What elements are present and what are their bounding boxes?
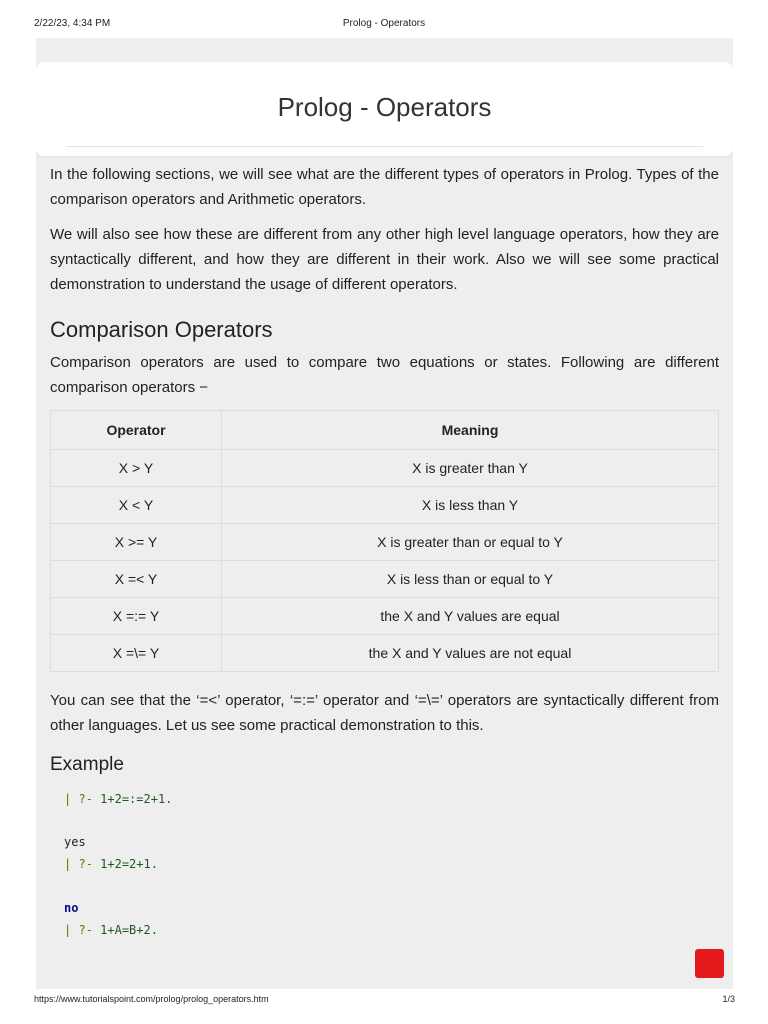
code-line xyxy=(64,901,78,915)
code-line xyxy=(64,857,158,871)
meaning-cell: X is less than or equal to Y xyxy=(222,561,719,598)
operator-cell: X =\= Y xyxy=(51,635,222,672)
print-header xyxy=(0,18,768,32)
meaning-cell: X is greater than Y xyxy=(222,450,719,487)
print-footer xyxy=(0,994,768,1008)
header-operator: Operator xyxy=(51,411,222,450)
header-meaning: Meaning xyxy=(222,411,719,450)
operator-cell: X =< Y xyxy=(51,561,222,598)
operator-cell: X =:= Y xyxy=(51,598,222,635)
code-line xyxy=(64,835,86,849)
table-row xyxy=(51,561,719,598)
operators-note: You can see that the ‘=<’ operator, ‘=:=’ operator and ‘=\=’ operators are syntactically different from other languages. Let us see some practical demonstration to this. xyxy=(50,692,719,734)
example-heading: Example xyxy=(50,754,124,775)
page-number: 1/3 xyxy=(722,994,735,1004)
intro-paragraph-1: In the following sections, we will see what are the different types of operators in Prolog. Types of the comparison operators and Arithmetic operators. xyxy=(50,166,719,208)
meaning-cell: the X and Y values are not equal xyxy=(222,635,719,672)
meaning-cell: the X and Y values are equal xyxy=(222,598,719,635)
meaning-cell: X is greater than or equal to Y xyxy=(222,524,719,561)
code-prompt: ?- xyxy=(78,923,93,937)
code-answer: yes xyxy=(64,835,86,849)
code-line xyxy=(64,792,172,806)
code-prompt: ?- xyxy=(78,857,93,871)
scroll-to-top-button[interactable] xyxy=(695,949,724,978)
print-datetime: 2/22/23, 4:34 PM xyxy=(34,18,111,29)
code-pipe: | xyxy=(64,923,72,937)
table-row xyxy=(51,524,719,561)
page-url: https://www.tutorialspoint.com/prolog/prolog_operators.htm xyxy=(34,994,269,1004)
table-header-row xyxy=(51,411,719,450)
operator-cell: X < Y xyxy=(51,487,222,524)
meaning-cell: X is less than Y xyxy=(222,487,719,524)
page-title: Prolog - Operators xyxy=(277,92,492,122)
table-row xyxy=(51,487,719,524)
title-card xyxy=(36,62,733,156)
comparison-operators-table xyxy=(50,410,719,672)
print-title: Prolog - Operators xyxy=(342,18,426,29)
code-answer: no xyxy=(64,901,79,915)
operator-cell: X >= Y xyxy=(51,524,222,561)
title-divider xyxy=(66,146,703,147)
code-query: 1+A=B+2. xyxy=(100,923,158,937)
comparison-description: Comparison operators are used to compare two equations or states. Following are different comparison operators − xyxy=(50,354,719,396)
code-line xyxy=(64,923,158,937)
code-query: 1+2=:=2+1. xyxy=(100,792,173,806)
code-pipe: | xyxy=(64,857,72,871)
intro-paragraph-2: We will also see how these are different from any other high level language operators, how they are syntactically different, and how they are different in their work. Also we will see some practical demonstration to understand the usage of different operators. xyxy=(50,226,719,293)
code-query: 1+2=2+1. xyxy=(100,857,158,871)
comparison-heading: Comparison Operators xyxy=(50,317,273,342)
table-row xyxy=(51,598,719,635)
code-pipe: | xyxy=(64,792,72,806)
table-row xyxy=(51,450,719,487)
operator-cell: X > Y xyxy=(51,450,222,487)
page-content xyxy=(36,38,733,989)
table-row xyxy=(51,635,719,672)
code-prompt: ?- xyxy=(78,792,93,806)
